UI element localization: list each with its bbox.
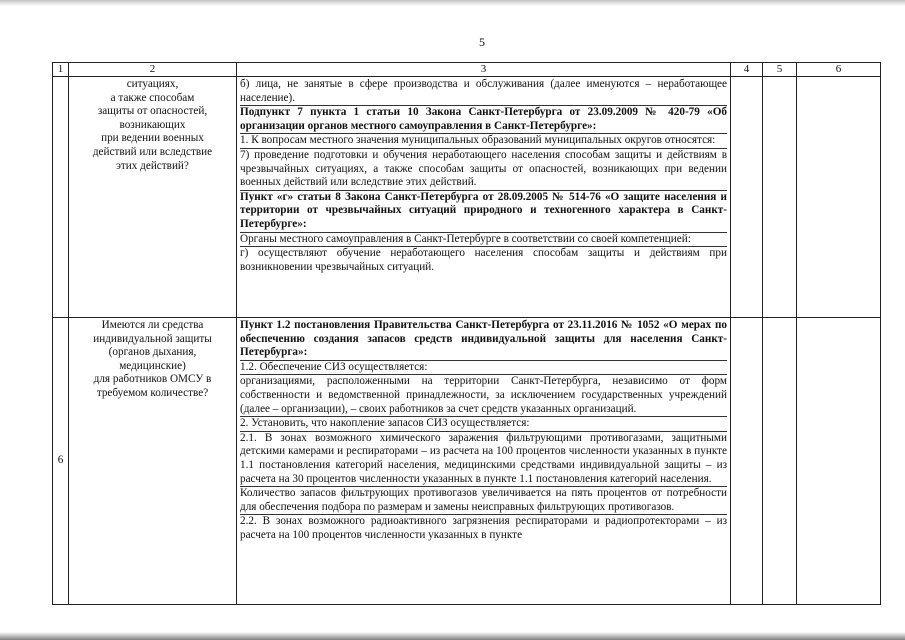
question-cell [69,77,237,318]
check-col-6-cell [797,318,881,605]
legal-citation-heading: Пункт «г» статьи 8 Закона Санкт-Петербурга от 28.09.2005 № 514-76 «О защите населения и территории от чрезвычайных ситуаций природного и техногенного характера в Санкт-Петербурге»: [240,191,727,233]
question-line: действий или вследствие [92,145,213,158]
check-col-4-cell [731,77,763,318]
header-col-6: 6 [797,63,881,77]
legal-text-block: 1.2. Обеспечение СИЗ осуществляется: [240,361,727,376]
legal-text-block: 2. Установить, что накопление запасов СИЗ осуществляется: [240,417,727,432]
row-number-cell [53,77,69,318]
question-line: а также способам [110,91,195,104]
header-col-1: 1 [53,63,69,77]
legal-text-block: организациями, расположенными на территории Санкт-Петербурга, независимо от форм собственности и ведомственной принадлежности, за исключением государственных учреждений (далее – организации), – своих работников за счет средств указанных организаций. [240,375,727,417]
table-row [53,77,881,318]
requirements-table [52,62,881,605]
header-col-4: 4 [731,63,763,77]
table-row [53,318,881,605]
question-line: возникающих [119,118,186,131]
question-line: ситуациях, [126,78,179,90]
question-line: для работников ОМСУ в [93,373,212,386]
scan-edge-top [0,0,905,6]
table-header-row [53,63,881,77]
header-col-3: 3 [237,63,731,77]
legal-text-block: Органы местного самоуправления в Санкт-Петербурге в соответствии со своей компетенцией: [240,233,727,248]
legal-text-block: 2.2. В зонах возможного радиоактивного загрязнения респираторами и радиопротекторами – из расчета на 100 процентов численности указанных в пункте [240,515,727,541]
question-cell [69,318,237,605]
page-number: 5 [479,35,485,49]
row-number-cell: 6 [53,318,69,605]
legal-text-block: б) лица, не занятые в сфере производства и обслуживания (далее именуются – неработающее население). [240,78,727,106]
question-line: требуемом количестве? [96,386,209,399]
check-col-4-cell [731,318,763,605]
question-line: (органов дыхания, [108,346,197,359]
legal-basis-cell [237,77,731,318]
legal-text-block: Количество запасов фильтрующих противогазов увеличивается на пять процентов от потребности для обеспечения подбора по размерам и замены неисправных фильтрующих противогазов. [240,487,727,515]
legal-citation-heading: Пункт 1.2 постановления Правительства Санкт-Петербурга от 23.11.2016 № 1052 «О мерах по обеспечению создания запасов средств индивидуальной защиты для населения Санкт-Петербурга»: [240,319,727,361]
header-col-5: 5 [763,63,797,77]
legal-text-block: 2.1. В зонах возможного химического заражения фильтрующими противогазами, защитными детскими камерами и респираторами – из расчета на 100 процентов численности указанных в пункте 1.1 постановления категорий населения, медицинскими средствами индивидуальной защиты – из расчета на 30 процентов численности указанных в пункте 1.1 постановления категорий населения. [240,432,727,487]
question-line: индивидуальной защиты [93,332,212,345]
header-col-2: 2 [69,63,237,77]
question-line: при ведении военных [101,132,204,145]
legal-text-block: г) осуществляют обучение неработающего населения способам защиты и действиям при возникновении чрезвычайных ситуаций. [240,247,727,273]
check-col-6-cell [797,77,881,318]
question-line: защиты от опасностей, [97,105,208,118]
legal-basis-cell [237,318,731,605]
check-col-5-cell [763,77,797,318]
scan-edge-bottom [0,632,905,640]
legal-text-block: 7) проведение подготовки и обучения неработающего населения способам защиты и действиям в чрезвычайных ситуациях, а также способам защиты от опасностей, возникающих при ведении военных действий или вследствие этих действий. [240,149,727,191]
question-line: медицинские) [119,359,186,372]
question-line: этих действий? [116,159,189,172]
check-col-5-cell [763,318,797,605]
question-line: Имеются ли средства [101,319,204,331]
legal-citation-heading: Подпункт 7 пункта 1 статьи 10 Закона Санкт-Петербурга от 23.09.2009 № 420-79 «Об организации органов местного самоуправления в Санкт-Петербурге»: [240,106,727,134]
legal-text-block: 1. К вопросам местного значения муниципальных образований муниципальных округов относятся: [240,134,727,149]
